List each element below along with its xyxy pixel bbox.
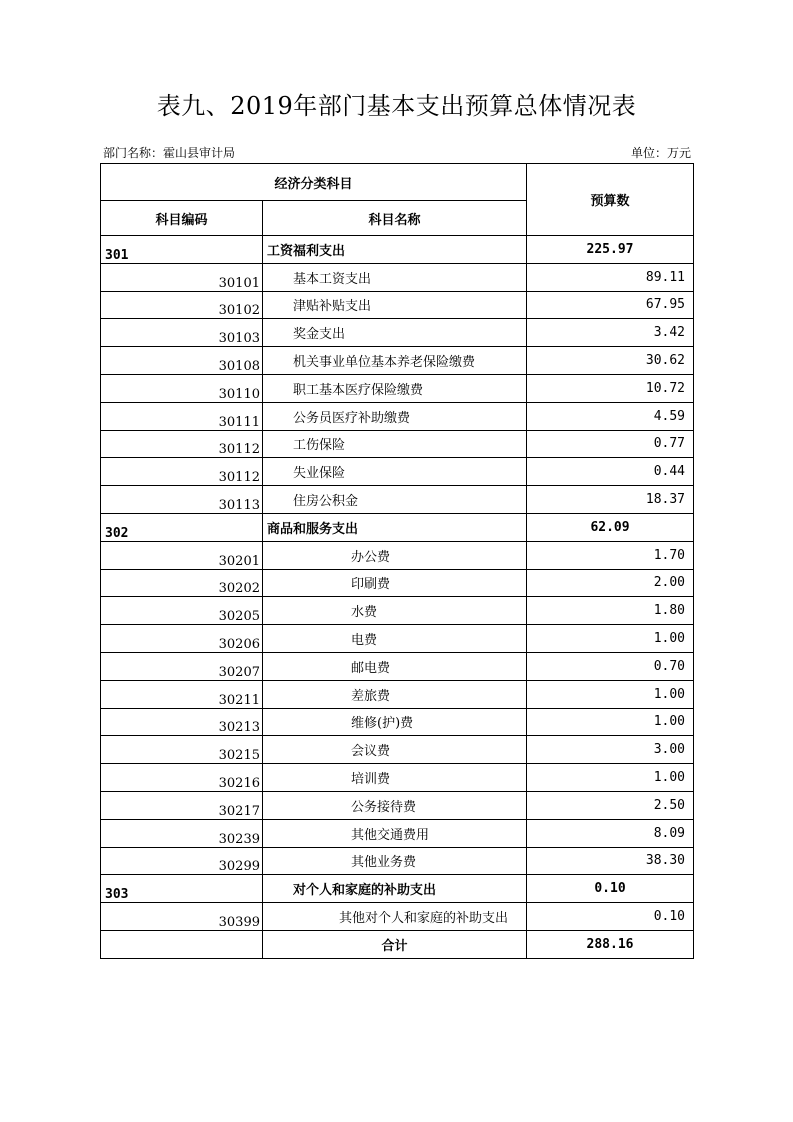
table-row — [101, 652, 694, 680]
item-amount: 0.70 — [527, 652, 694, 680]
table-row — [101, 291, 694, 319]
item-code: 30112 — [101, 430, 263, 458]
item-amount: 0.44 — [527, 458, 694, 486]
item-code: 30103 — [101, 319, 263, 347]
category-row — [101, 513, 694, 541]
item-amount: 89.11 — [527, 263, 694, 291]
code-header: 科目编码 — [101, 201, 263, 236]
item-name: 奖金支出 — [263, 319, 527, 347]
table-row — [101, 680, 694, 708]
category-code: 303 — [101, 875, 263, 903]
category-name: 工资福利支出 — [263, 236, 527, 264]
item-amount: 2.00 — [527, 569, 694, 597]
item-name: 维修(护)费 — [263, 708, 527, 736]
item-code: 30399 — [101, 903, 263, 931]
item-code: 30211 — [101, 680, 263, 708]
table-row — [101, 319, 694, 347]
table-row — [101, 430, 694, 458]
item-name: 基本工资支出 — [263, 263, 527, 291]
item-code: 30215 — [101, 736, 263, 764]
item-code: 30207 — [101, 652, 263, 680]
category-amount: 225.97 — [527, 236, 694, 264]
item-name: 住房公积金 — [263, 486, 527, 514]
item-code: 30112 — [101, 458, 263, 486]
item-code: 30213 — [101, 708, 263, 736]
item-code: 30216 — [101, 764, 263, 792]
item-amount: 4.59 — [527, 402, 694, 430]
table-row — [101, 903, 694, 931]
table-row — [101, 541, 694, 569]
item-amount: 67.95 — [527, 291, 694, 319]
item-name: 津贴补贴支出 — [263, 291, 527, 319]
item-name: 其他对个人和家庭的补助支出 — [263, 903, 527, 931]
item-name: 电费 — [263, 625, 527, 653]
item-amount: 0.10 — [527, 903, 694, 931]
item-code: 30217 — [101, 791, 263, 819]
item-name: 职工基本医疗保险缴费 — [263, 374, 527, 402]
item-name: 其他交通费用 — [263, 819, 527, 847]
name-header: 科目名称 — [263, 201, 527, 236]
table-row — [101, 374, 694, 402]
item-name: 公务接待费 — [263, 791, 527, 819]
table-row — [101, 458, 694, 486]
item-amount: 1.00 — [527, 764, 694, 792]
table-row — [101, 819, 694, 847]
category-code: 301 — [101, 236, 263, 264]
item-code: 30201 — [101, 541, 263, 569]
item-code: 30102 — [101, 291, 263, 319]
item-amount: 10.72 — [527, 374, 694, 402]
item-amount: 1.00 — [527, 680, 694, 708]
total-label: 合计 — [263, 930, 527, 958]
item-amount: 2.50 — [527, 791, 694, 819]
table-row — [101, 625, 694, 653]
amount-header: 预算数 — [527, 164, 694, 236]
item-name: 邮电费 — [263, 652, 527, 680]
item-amount: 3.42 — [527, 319, 694, 347]
item-name: 公务员医疗补助缴费 — [263, 402, 527, 430]
item-name: 工伤保险 — [263, 430, 527, 458]
table-row — [101, 347, 694, 375]
category-row — [101, 875, 694, 903]
total-amount: 288.16 — [527, 930, 694, 958]
item-code: 30299 — [101, 847, 263, 875]
item-code: 30202 — [101, 569, 263, 597]
table-row — [101, 402, 694, 430]
table-row — [101, 263, 694, 291]
item-code: 30113 — [101, 486, 263, 514]
item-code: 30239 — [101, 819, 263, 847]
item-amount: 1.00 — [527, 708, 694, 736]
item-amount: 8.09 — [527, 819, 694, 847]
item-code: 30111 — [101, 402, 263, 430]
item-name: 办公费 — [263, 541, 527, 569]
item-code: 30206 — [101, 625, 263, 653]
item-amount: 30.62 — [527, 347, 694, 375]
budget-table-body — [101, 164, 694, 959]
item-name: 机关事业单位基本养老保险缴费 — [263, 347, 527, 375]
total-code-empty — [101, 930, 263, 958]
category-code: 302 — [101, 513, 263, 541]
item-code: 30108 — [101, 347, 263, 375]
category-amount: 0.10 — [527, 875, 694, 903]
item-amount: 1.80 — [527, 597, 694, 625]
item-amount: 1.00 — [527, 625, 694, 653]
budget-table — [100, 163, 694, 959]
header-row-top — [101, 164, 694, 201]
item-name: 水费 — [263, 597, 527, 625]
item-amount: 38.30 — [527, 847, 694, 875]
item-name: 会议费 — [263, 736, 527, 764]
table-row — [101, 569, 694, 597]
item-name: 印刷费 — [263, 569, 527, 597]
item-name: 差旅费 — [263, 680, 527, 708]
item-amount: 3.00 — [527, 736, 694, 764]
category-amount: 62.09 — [527, 513, 694, 541]
total-row — [101, 930, 694, 958]
item-code: 30205 — [101, 597, 263, 625]
category-row — [101, 236, 694, 264]
economic-category-header: 经济分类科目 — [101, 164, 527, 201]
table-row — [101, 764, 694, 792]
item-name: 其他业务费 — [263, 847, 527, 875]
item-name: 失业保险 — [263, 458, 527, 486]
table-row — [101, 708, 694, 736]
item-name: 培训费 — [263, 764, 527, 792]
unit-label: 单位：万元 — [630, 146, 691, 160]
table-row — [101, 486, 694, 514]
department-name: 部门名称：霍山县审计局 — [103, 146, 236, 160]
category-name: 商品和服务支出 — [263, 513, 527, 541]
item-amount: 1.70 — [527, 541, 694, 569]
table-row — [101, 597, 694, 625]
category-name: 对个人和家庭的补助支出 — [263, 875, 527, 903]
page-title: 表九、2019年部门基本支出预算总体情况表 — [156, 92, 637, 120]
item-code: 30101 — [101, 263, 263, 291]
item-amount: 0.77 — [527, 430, 694, 458]
item-code: 30110 — [101, 374, 263, 402]
table-row — [101, 736, 694, 764]
table-row — [101, 847, 694, 875]
table-row — [101, 791, 694, 819]
item-amount: 18.37 — [527, 486, 694, 514]
